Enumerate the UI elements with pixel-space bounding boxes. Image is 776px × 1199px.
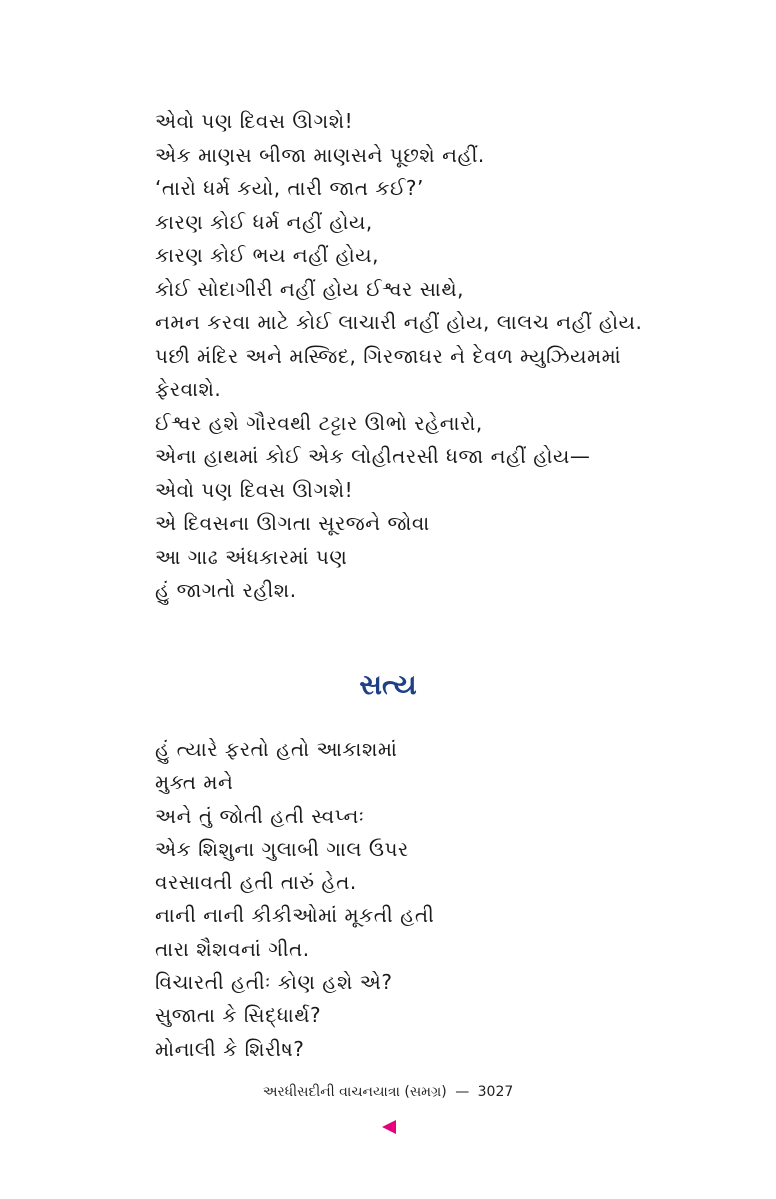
poem-line: કારણ કોઈ ધર્મ નહીં હોય, — [155, 209, 373, 234]
poem-2 — [155, 733, 434, 1066]
poem-line: એક માણસ બીજા માણસને પૂછશે નહીં. — [155, 142, 485, 167]
poem-line: કારણ કોઈ ભય નહીં હોય, — [155, 243, 379, 267]
poem-line: મોનાલી કે શિરીષ? — [155, 1036, 305, 1061]
poem-line: હું ત્યારે ફરતો હતો આકાશમાં — [155, 737, 398, 761]
page-number: 3027 — [477, 1084, 514, 1100]
triangle-left-icon[interactable] — [382, 1120, 396, 1134]
poem-line: એવો પણ દિવસ ઊગશે! — [155, 109, 354, 133]
poem-line: નમન કરવા માટે કોઈ લાચારી નહીં હોય, લાલચ નહીં હોય. — [155, 310, 643, 334]
poem-line: વિચારતી હતીઃ કોણ હશે એ? — [155, 970, 393, 995]
poem-line: એ દિવસના ઊગતા સૂરજને જોવા — [155, 511, 430, 535]
poem-line: વરસાવતી હતી તારું હેત. — [155, 870, 357, 895]
poem-line: અને તું જોતી હતી સ્વપ્નઃ — [155, 803, 365, 828]
poem-line: એના હાથમાં કોઈ એક લોહીતરસી ધજા નહીં હોય— — [155, 444, 591, 468]
section-title: સત્ય — [359, 668, 417, 701]
footer-separator: — — [455, 1084, 470, 1100]
poem-line: ઈશ્વર હશે ગૌરવથી ટટ્ટાર ઊભો રહેનારો, — [155, 410, 483, 435]
poem-line: કોઈ સોદાગીરી નહીં હોય ઈશ્વર સાથે, — [155, 276, 465, 301]
poem-line: મુક્ત મને — [155, 770, 234, 795]
book-title: અરધીસદીની વાચનયાત્રા (સમગ્ર) — [262, 1084, 447, 1100]
poem-line: ફેરવાશે. — [155, 377, 222, 401]
poem-line: નાની નાની કીકીઓમાં મૂકતી હતી — [155, 903, 435, 928]
poem-line: એક શિશુના ગુલાબી ગાલ ઉપર — [155, 836, 409, 861]
poem-line: પછી મંદિર અને મસ્જિદ, ગિરજાઘર ને દેવળ મ્યુઝિયમમાં — [155, 343, 622, 368]
poem-line: આ ગાઢ અંધકારમાં પણ — [155, 544, 348, 569]
poem-line: એવો પણ દિવસ ઊગશે! — [155, 477, 354, 502]
poem-line: ‘તારો ધર્મ કયો, તારી જાત કઈ?’ — [155, 176, 424, 200]
page-footer — [0, 1080, 776, 1104]
poem-line: હું જાગતો રહીશ. — [155, 578, 297, 602]
poem-line: તારા શૈશવનાં ગીત. — [155, 936, 310, 961]
poem-line: સુજાતા કે સિદ્ધાર્થ? — [155, 1003, 322, 1028]
poem-1 — [155, 105, 642, 608]
